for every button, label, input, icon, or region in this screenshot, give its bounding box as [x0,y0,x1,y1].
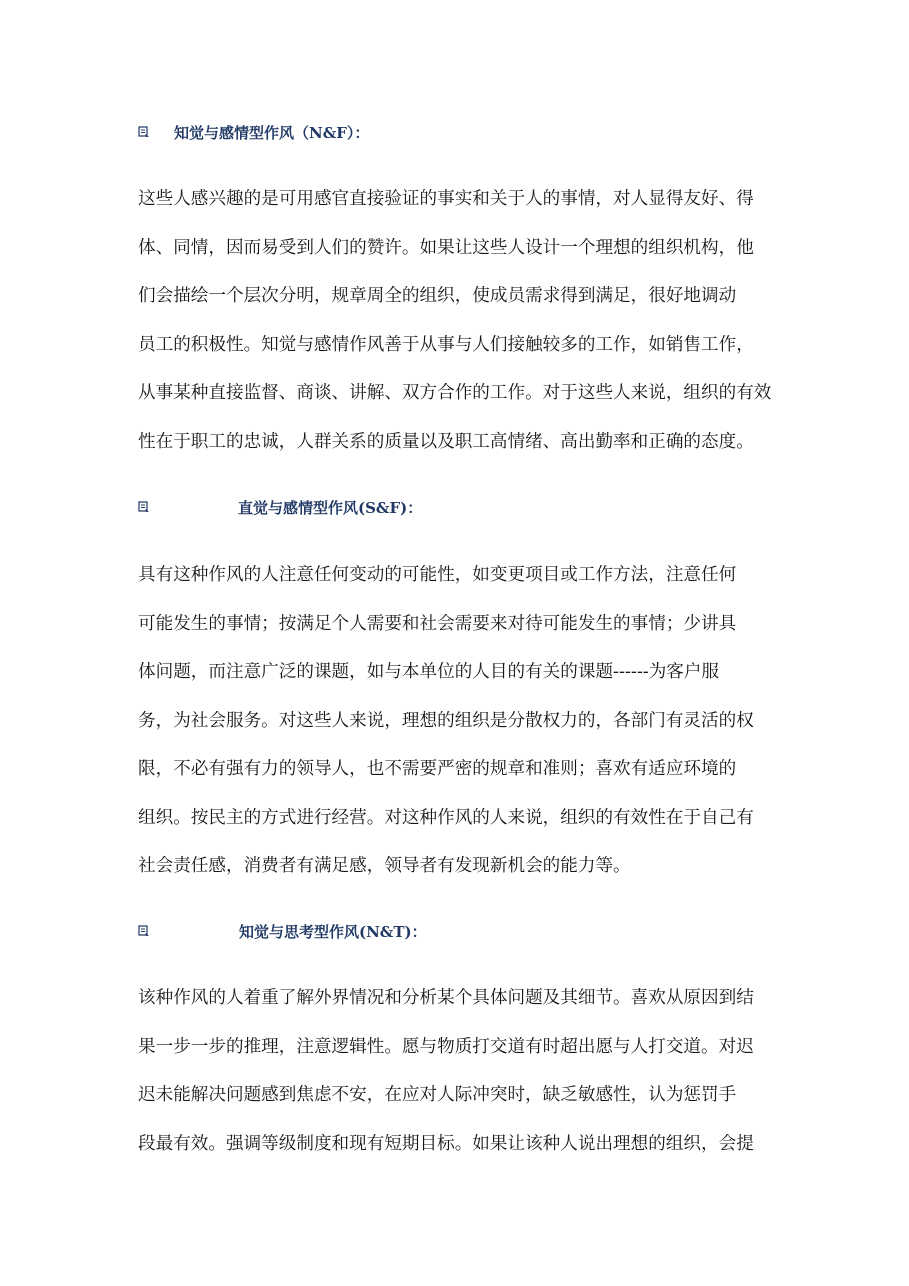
section-heading-sf [138,493,422,521]
section-heading-nt [138,917,427,945]
paragraph-line: 员工的积极性。知觉与感情作风善于从事与人们接触较多的工作，如销售工作， [138,334,754,355]
paragraph-line: 务，为社会服务。对这些人来说，理想的组织是分散权力的，各部门有灵活的权 [138,710,754,731]
paragraph-line: 体、同情，因而易受到人们的赞许。如果让这些人设计一个理想的组织机构，他 [138,237,754,258]
paragraph-line: 限，不必有强有力的领导人，也不需要严密的规章和准则；喜欢有适应环境的 [138,759,737,779]
paragraph-line: 这些人感兴趣的是可用感官直接验证的事实和关于人的事情，对人显得友好、得 [138,189,754,209]
section-heading-nf [138,118,369,146]
paragraph-line: 迟未能解决问题感到焦虑不安，在应对人际冲突时，缺乏敏感性，认为惩罚手 [138,1085,737,1105]
paragraph-line: 从事某种直接监督、商谈、讲解、双方合作的工作。对于这些人来说，组织的有效 [138,383,772,403]
section-heading-text: 直觉与感情型作风(S&F)： [238,498,423,517]
paragraph-line: 体问题，而注意广泛的课题，如与本单位的人目的有关的课题------为客户服 [138,662,720,682]
paragraph-line: 果一步一步的推理，注意逻辑性。愿与物质打交道有时超出愿与人打交道。对迟 [138,1036,754,1057]
paragraph-line: 该种作风的人着重了解外界情况和分析某个具体问题及其细节。喜欢从原因到结 [138,988,754,1008]
document-bullet-icon [138,126,150,138]
paragraph-line: 可能发生的事情；按满足个人需要和社会需要来对待可能发生的事情；少讲具 [138,613,737,634]
section-paragraph-nt [138,974,778,1168]
document-bullet-icon [138,925,150,937]
section-paragraph-nf [138,175,778,466]
paragraph-line: 组织。按民主的方式进行经营。对这种作风的人来说，组织的有效性在于自己有 [138,807,754,828]
document-bullet-icon [138,501,150,513]
section-paragraph-sf [138,551,778,891]
section-heading-text: 知觉与思考型作风(N&T)： [239,922,427,941]
paragraph-line: 社会责任感，消费者有满足感，领导者有发现新机会的能力等。 [138,856,631,876]
paragraph-line: 们会描绘一个层次分明，规章周全的组织，使成员需求得到满足，很好地调动 [138,286,737,306]
section-heading-text: 知觉与感情型作风（N&F）： [174,123,370,142]
paragraph-line: 性在于职工的忠诚，人群关系的质量以及职工高情绪、高出勤率和正确的态度。 [138,431,754,452]
paragraph-line: 段最有效。强调等级制度和现有短期目标。如果让该种人说出理想的组织，会提 [138,1133,754,1154]
paragraph-line: 具有这种作风的人注意任何变动的可能性，如变更项目或工作方法，注意任何 [138,565,737,585]
